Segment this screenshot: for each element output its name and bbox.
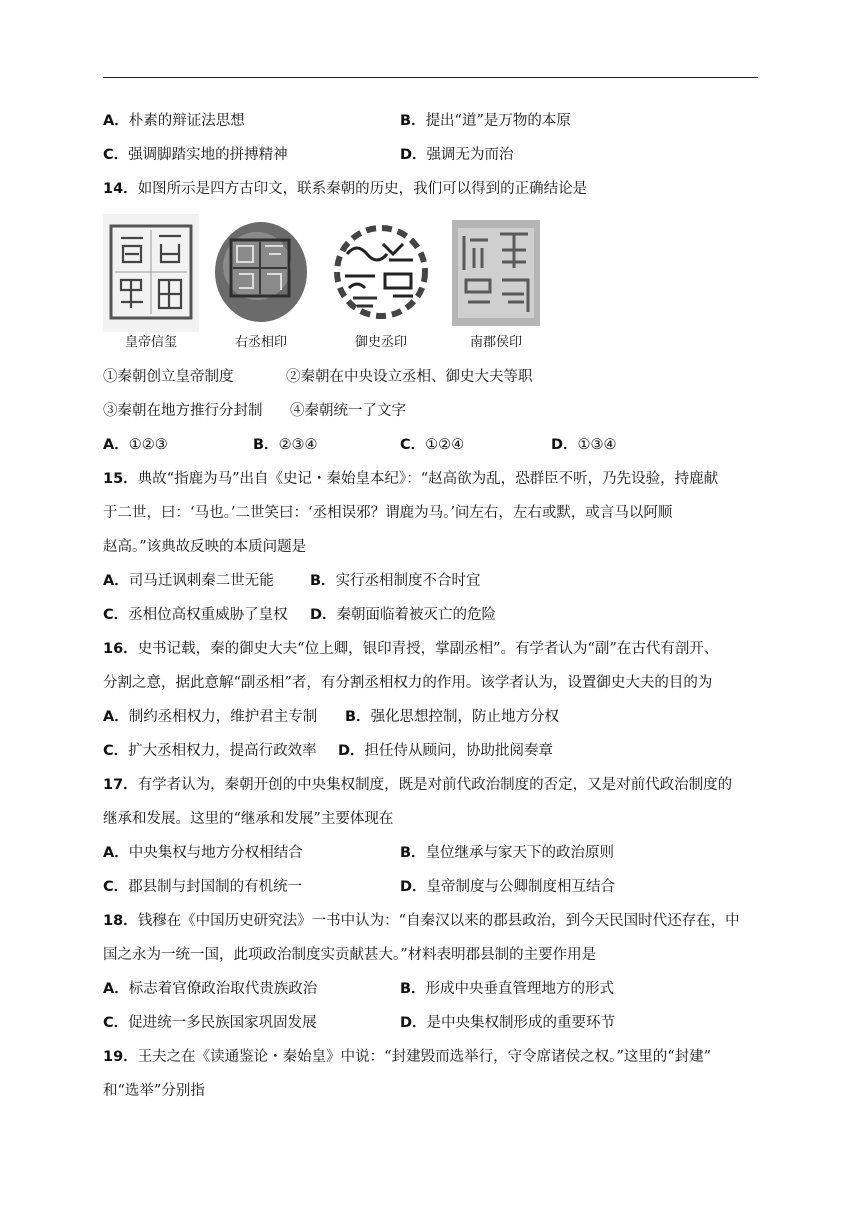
q19-stem-line-1: 19．王夫之在《读通鉴论・秦始皇》中说：“封建毁而选举行，守令席诸侯之权。”这里的“封建” <box>103 1049 712 1065</box>
q14-statements-row-1 <box>103 360 763 394</box>
q14-statement-2: ②秦朝在中央设立丞相、御史大夫等职 <box>286 369 533 385</box>
q14-statement-4: ④秦朝统一了文字 <box>290 403 406 419</box>
seal-caption-4: 南郡侯印 <box>469 335 522 350</box>
q14-options-row <box>103 428 763 462</box>
q13-option-a[interactable]: A．朴素的辩证法思想 <box>103 113 245 129</box>
q18-options-row-2 <box>103 1006 763 1040</box>
q14-option-b[interactable]: B．②③④ <box>253 437 318 453</box>
q18-stem-line-2: 国之永为一统一国，此项政治制度实贡献甚大。”材料表明郡县制的主要作用是 <box>103 947 597 963</box>
q18-options-row-1 <box>103 972 763 1006</box>
q14-statement-1: ①秦朝创立皇帝制度 <box>103 369 234 385</box>
q14-statement-3: ③秦朝在地方推行分封制 <box>103 403 263 419</box>
q14-option-c[interactable]: C．①②④ <box>400 437 465 453</box>
q18-option-b[interactable]: B．形成中央垂直管理地方的形式 <box>400 981 615 997</box>
q15-stem-line-1: 15．典故“指鹿为马”出自《史记・秦始皇本纪》：“赵高欲为乱，恐群臣不听，乃先设验，持鹿献 <box>103 471 719 487</box>
q17-option-d[interactable]: D．皇帝制度与公卿制度相互结合 <box>400 879 616 895</box>
q14-statements-row-2 <box>103 394 763 428</box>
header-rule <box>103 77 758 78</box>
q15-options-row-1 <box>103 564 763 598</box>
q16-options-row-2 <box>103 734 763 768</box>
q15-option-b[interactable]: B．实行丞相制度不合时宜 <box>310 573 481 589</box>
q13-option-c[interactable]: C．强调脚踏实地的拼搏精神 <box>103 147 288 163</box>
q16-options-row-1 <box>103 700 763 734</box>
q16-stem-line-1: 16．史书记载，秦的御史大夫“位上卿，银印青授，掌副丞相”。有学者认为“副”在古代有剖开、 <box>103 641 719 657</box>
seal-image-4 <box>448 214 544 332</box>
q13-options-row-1 <box>103 104 763 138</box>
q13-option-b[interactable]: B．提出“道”是万物的本原 <box>400 113 571 129</box>
q17-option-c[interactable]: C．郡县制与封国制的有机统一 <box>103 879 303 895</box>
q17-option-a[interactable]: A．中央集权与地方分权相结合 <box>103 845 303 861</box>
q16-option-d[interactable]: D．担任侍从顾问，协助批阅奏章 <box>338 743 554 759</box>
q15-option-c[interactable]: C．丞相位高权重威胁了皇权 <box>103 607 288 623</box>
q15-option-d[interactable]: D．秦朝面临着被灭亡的危险 <box>310 607 497 623</box>
q16-option-c[interactable]: C．扩大丞相权力，提高行政效率 <box>103 743 317 759</box>
q16-option-a[interactable]: A．制约丞相权力，维护君主专制 <box>103 709 318 725</box>
q19-stem-line-2: 和“选举”分别指 <box>103 1083 205 1099</box>
q17-option-b[interactable]: B．皇位继承与家天下的政治原则 <box>400 845 615 861</box>
seal-image-strip <box>103 210 763 360</box>
seal-image-3 <box>333 214 429 332</box>
seal-caption-1: 皇帝信玺 <box>124 335 177 350</box>
seal-caption-2: 右丞相印 <box>234 335 287 350</box>
q18-option-d[interactable]: D．是中央集权制形成的重要环节 <box>400 1015 616 1031</box>
q16-stem-line-2: 分割之意，据此意解“副丞相”者，有分割丞相权力的作用。该学者认为，设置御史大夫的目的为 <box>103 675 713 691</box>
seal-image-2 <box>213 214 309 332</box>
q17-options-row-1 <box>103 836 763 870</box>
q17-stem-line-2: 继承和发展。这里的“继承和发展”主要体现在 <box>103 811 394 827</box>
q17-stem-line-1: 17．有学者认为，秦朝开创的中央集权制度，既是对前代政治制度的否定，又是对前代政治制度的 <box>103 777 733 793</box>
q18-option-c[interactable]: C．促进统一多民族国家巩固发展 <box>103 1015 317 1031</box>
q13-option-d[interactable]: D．强调无为而治 <box>400 147 514 163</box>
exam-page <box>103 104 763 1108</box>
q16-option-b[interactable]: B．强化思想控制，防止地方分权 <box>345 709 560 725</box>
q15-options-row-2 <box>103 598 763 632</box>
q18-option-a[interactable]: A．标志着官僚政治取代贵族政治 <box>103 981 318 997</box>
q15-option-a[interactable]: A．司马迁讽刺秦二世无能 <box>103 573 274 589</box>
q15-stem-line-2: 于二世，曰：‘马也。’二世笑曰：‘丞相误邪？谓鹿为马。’问左右，左右或默，或言马以阿顺 <box>103 505 673 521</box>
q17-options-row-2 <box>103 870 763 904</box>
seal-image-1 <box>103 214 199 332</box>
q14-stem: 14．如图所示是四方古印文，联系秦朝的历史，我们可以得到的正确结论是 <box>103 181 588 197</box>
q14-option-d[interactable]: D．①③④ <box>551 437 617 453</box>
seal-caption-3: 御史丞印 <box>354 335 407 350</box>
q15-stem-line-3: 赵高。”该典故反映的本质问题是 <box>103 539 307 555</box>
q18-stem-line-1: 18．钱穆在《中国历史研究法》一书中认为：“自秦汉以来的郡县政治，到今天民国时代还存在，中 <box>103 913 740 929</box>
q13-options-row-2 <box>103 138 763 172</box>
q14-option-a[interactable]: A．①②③ <box>103 437 168 453</box>
